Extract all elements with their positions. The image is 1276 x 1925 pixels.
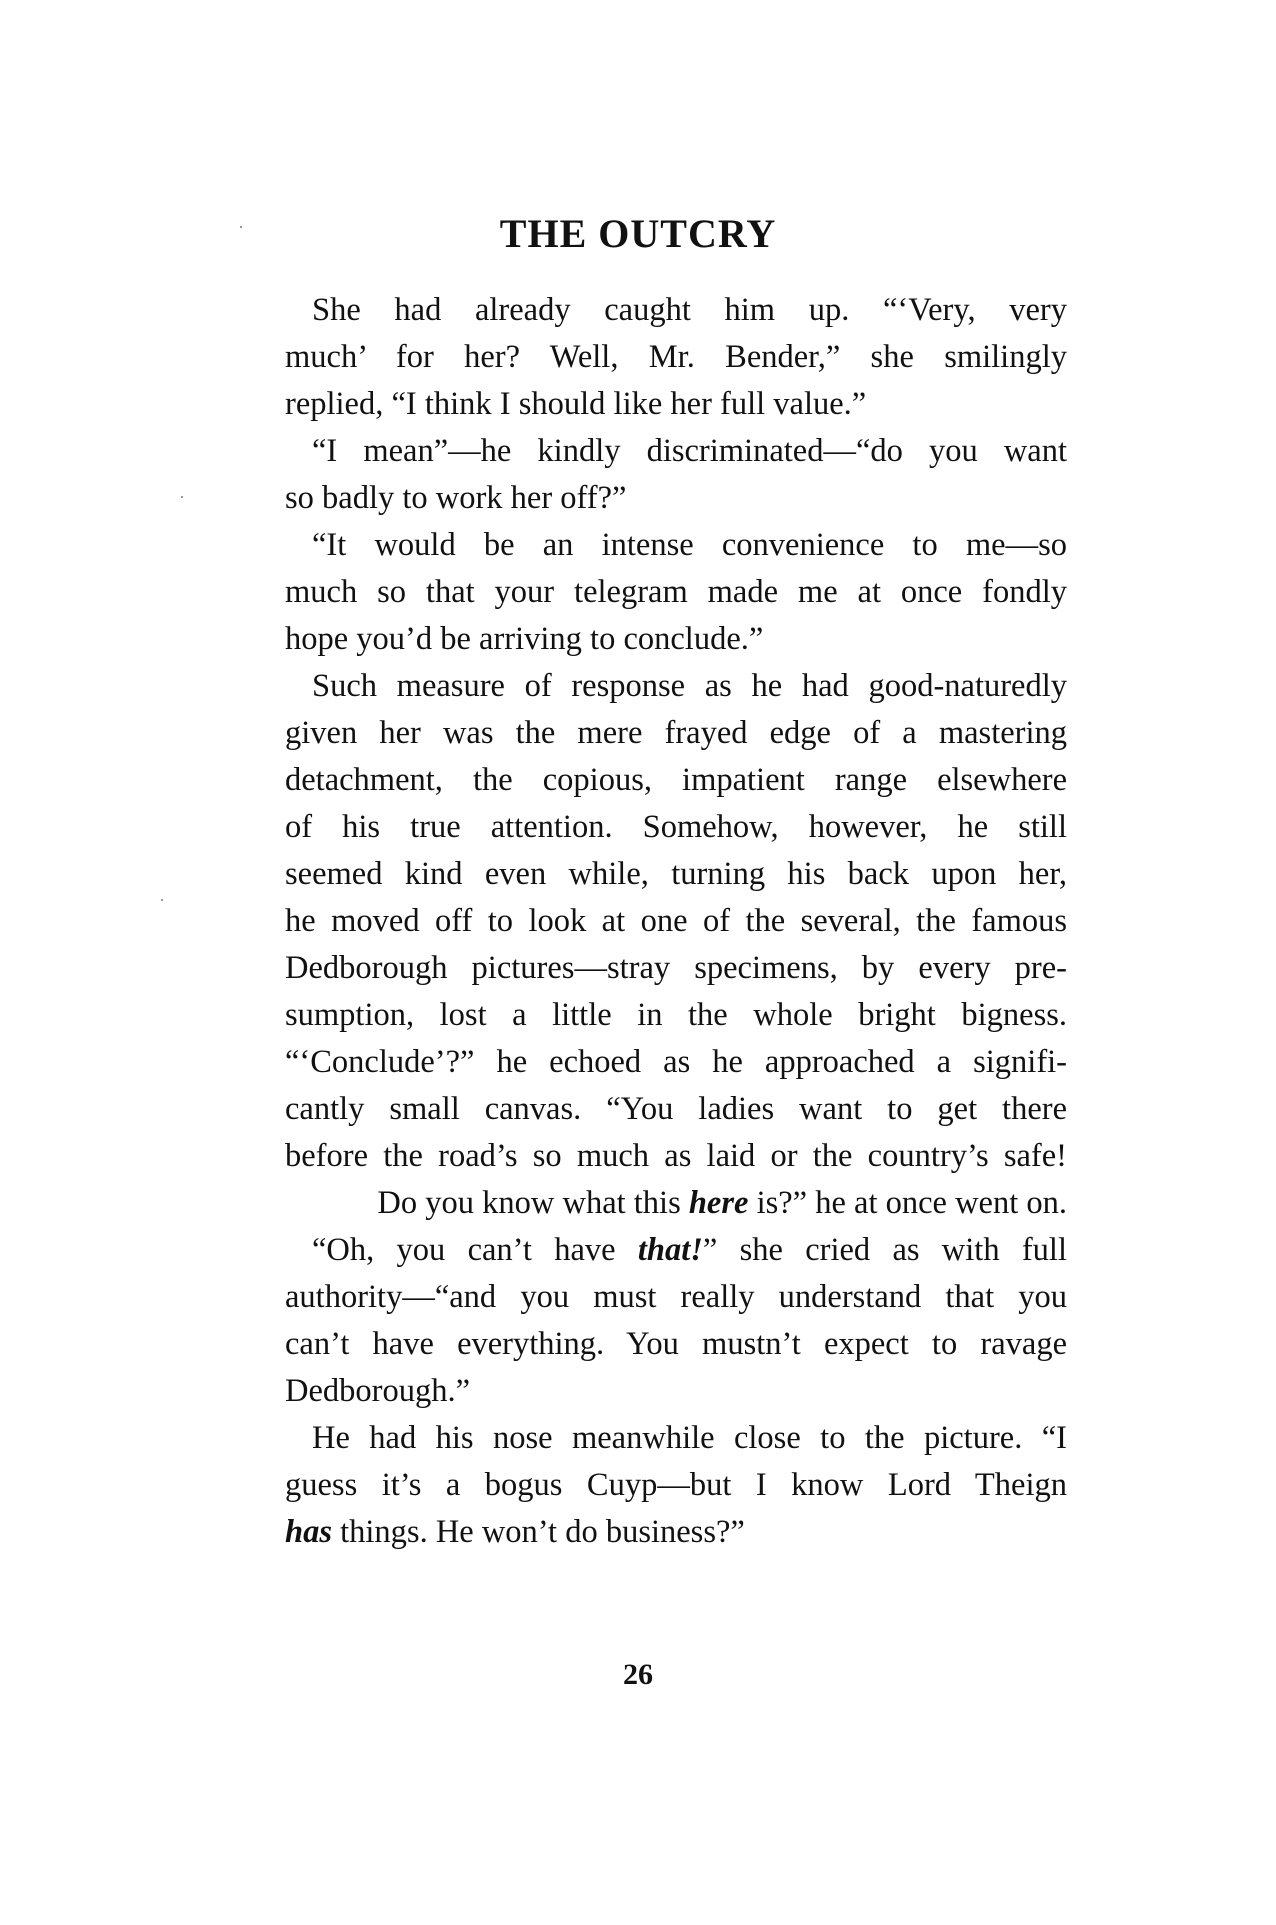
text-line: “It would be an intense convenience to me—so [312, 527, 1067, 563]
text-line: cantly small canvas. “You ladies want to get there [285, 1091, 1067, 1127]
text-line: can’t have everything. You mustn’t expect to ravage [285, 1326, 1067, 1362]
text-segment: ” she cried as with full [702, 1232, 1067, 1268]
text-line: hope you’d be arriving to conclude.” [285, 621, 764, 657]
running-header: THE OUTCRY [499, 211, 777, 256]
text-line: replied, “I think I should like her full value.” [285, 386, 867, 422]
emphasis-text: that! [637, 1232, 703, 1268]
text-line: much’ for her? Well, Mr. Bender,” she smilingly [285, 339, 1067, 375]
text-segment: is?” he at once went on. [748, 1185, 1067, 1221]
page-number: 26 [623, 1658, 653, 1691]
text-segment: “Oh, you can’t have [312, 1232, 638, 1268]
text-line: Dedborough pictures—stray specimens, by every pre- [285, 950, 1067, 986]
emphasis-text: here [688, 1185, 749, 1221]
text-line [285, 1509, 1067, 1555]
text-line: before the road’s so much as laid or the country’s safe! [285, 1138, 1067, 1174]
text-line: detachment, the copious, impatient range elsewhere [285, 762, 1067, 798]
text-line [285, 1180, 1067, 1226]
text-line: Such measure of response as he had good-naturedly [312, 668, 1067, 704]
text-segment: things. He won’t do business?” [331, 1514, 745, 1550]
text-line: much so that your telegram made me at once fondly [285, 574, 1067, 610]
text-segment: Do you know what this [377, 1185, 689, 1221]
text-line: “‘Conclude’?” he echoed as he approached a signifi- [285, 1044, 1067, 1080]
text-line: He had his nose meanwhile close to the picture. “I [312, 1420, 1067, 1456]
text-line: so badly to work her off?” [285, 480, 627, 516]
text-line: seemed kind even while, turning his back upon her, [285, 856, 1067, 892]
text-line: authority—“and you must really understand that you [285, 1279, 1067, 1315]
scan-speck [181, 496, 183, 498]
text-line: he moved off to look at one of the several, the famous [285, 903, 1067, 939]
text-line: “I mean”—he kindly discriminated—“do you want [312, 433, 1067, 469]
text-line: given her was the mere frayed edge of a mastering [285, 715, 1067, 751]
emphasis-text: has [285, 1514, 332, 1550]
text-line: guess it’s a bogus Cuyp—but I know Lord Theign [285, 1467, 1067, 1503]
text-line: sumption, lost a little in the whole bright bigness. [285, 997, 1067, 1033]
text-line: of his true attention. Somehow, however, he still [285, 809, 1067, 845]
text-line [312, 1227, 1067, 1273]
scan-speck [161, 899, 163, 901]
text-line: She had already caught him up. “‘Very, very [312, 292, 1067, 328]
text-line: Dedborough.” [285, 1373, 471, 1409]
